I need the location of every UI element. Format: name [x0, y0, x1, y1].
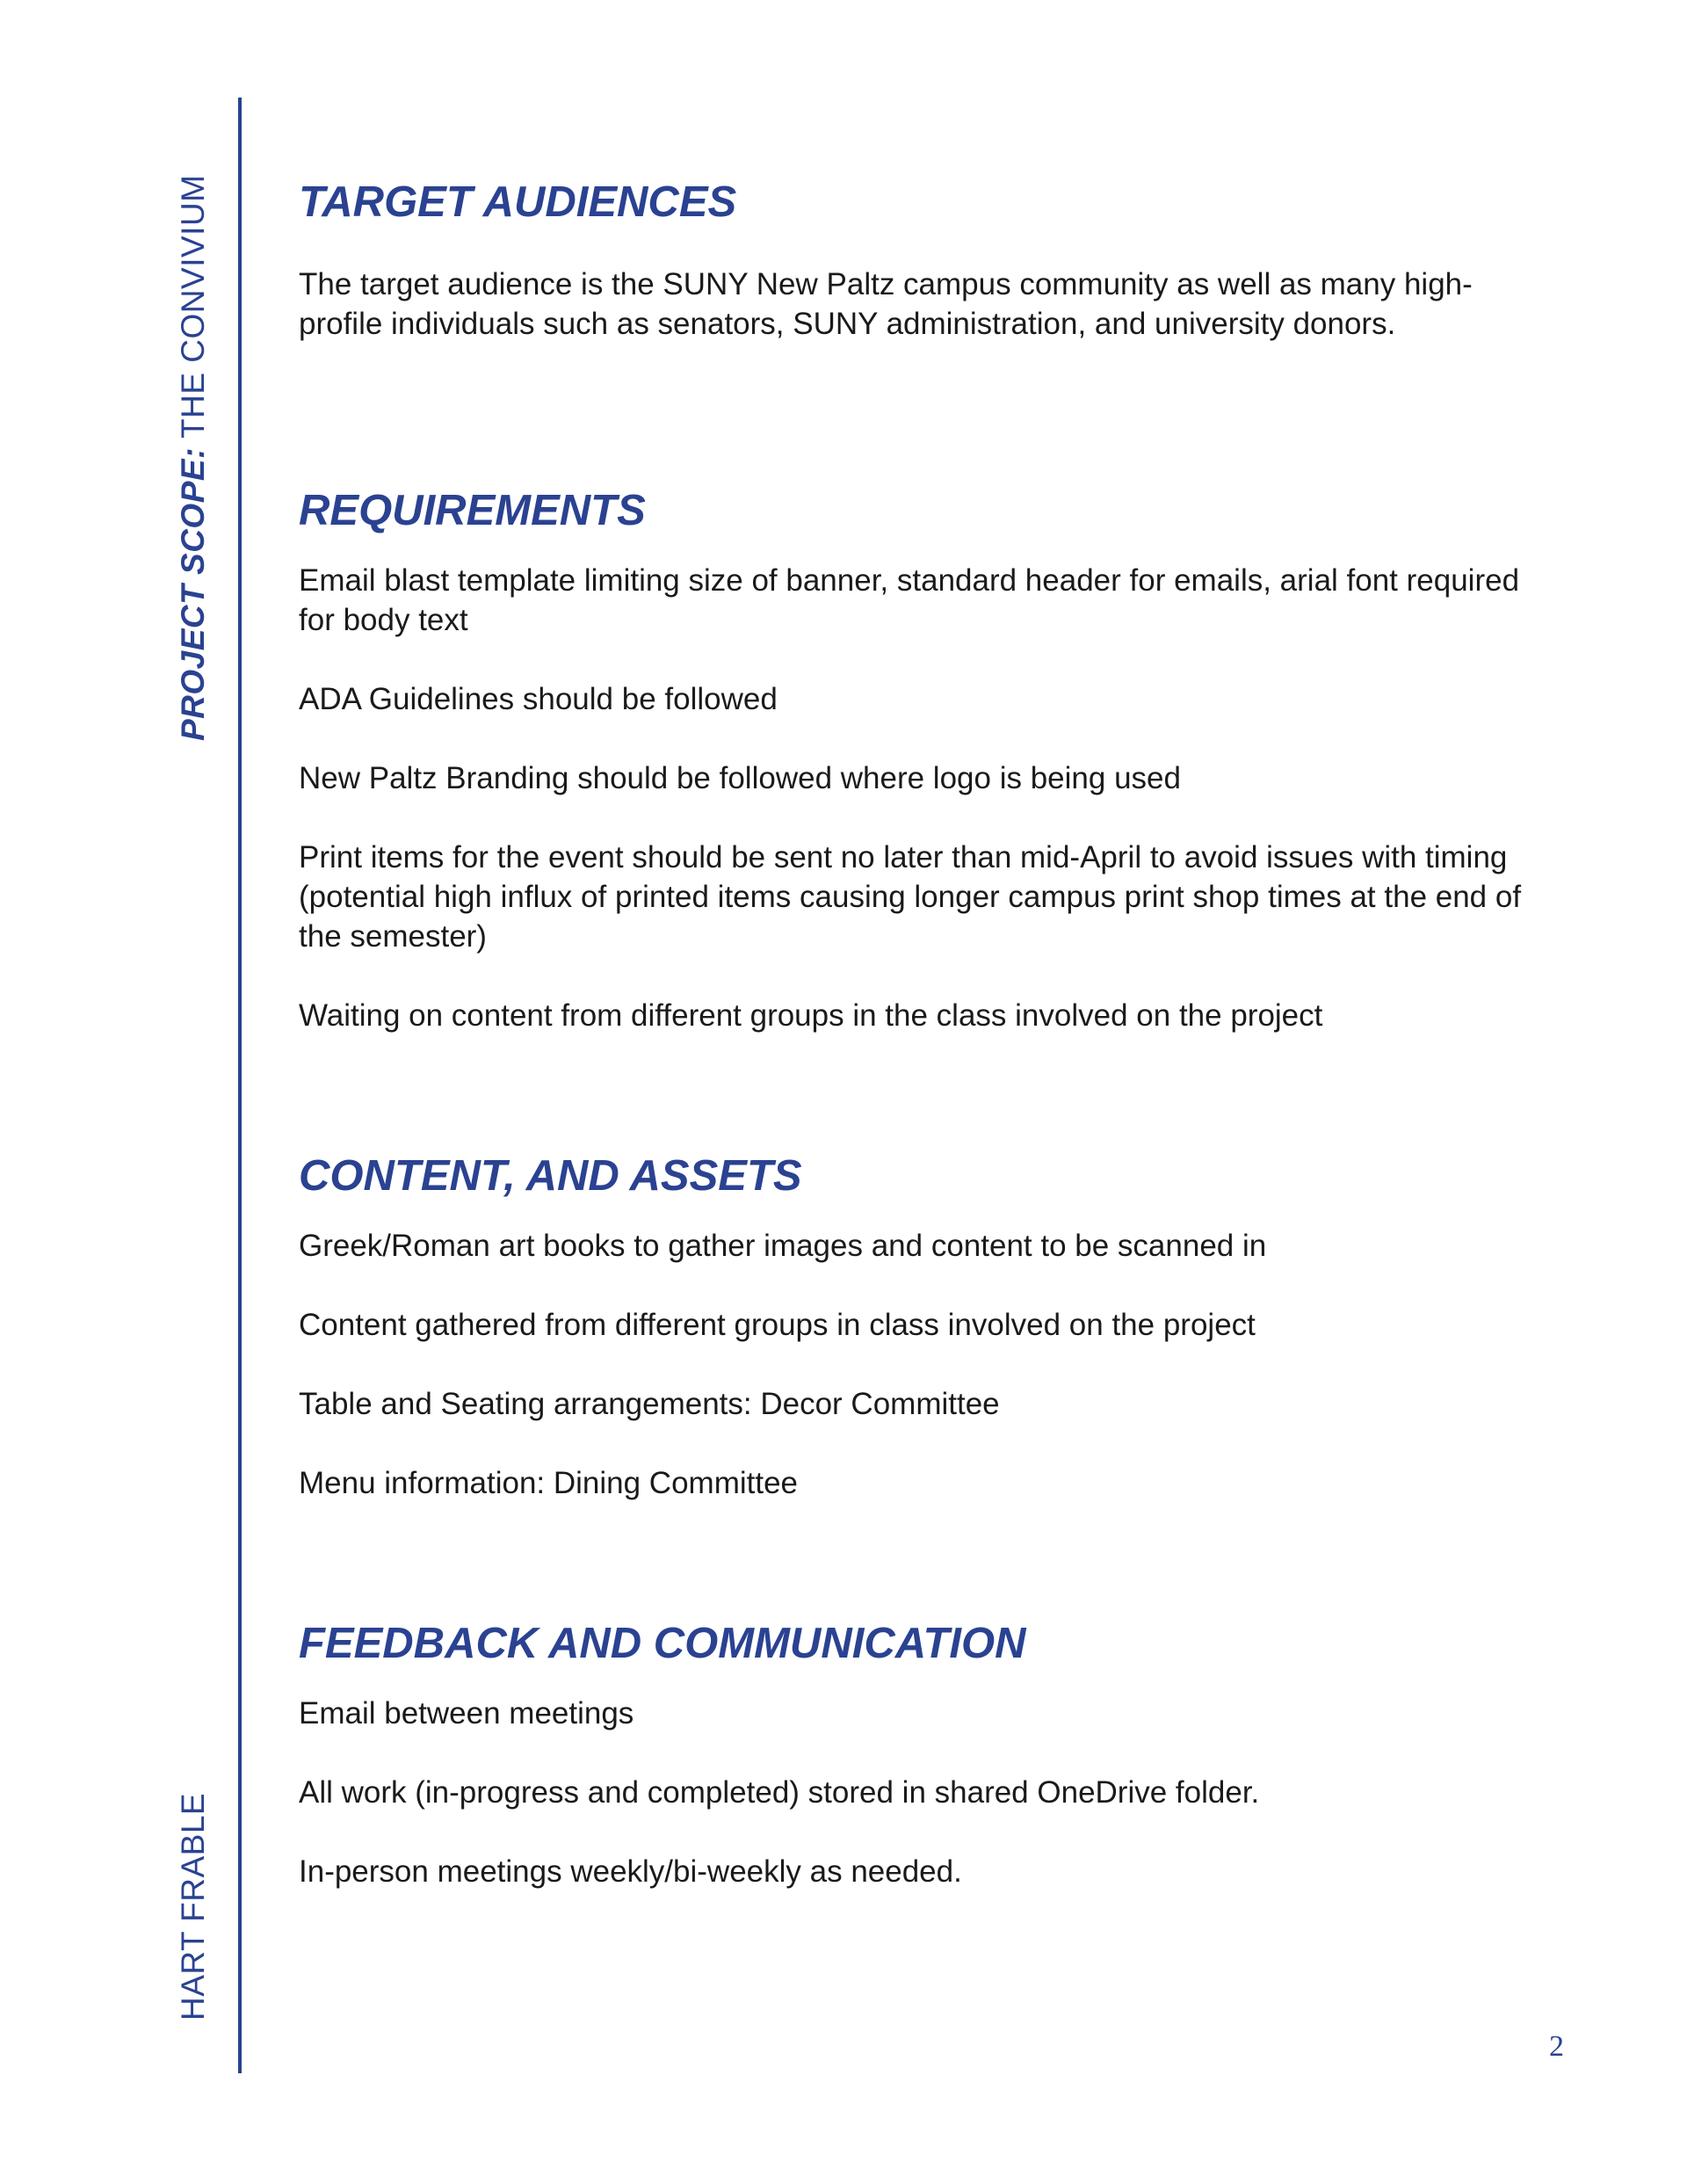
paragraph: New Paltz Branding should be followed where logo is being used	[299, 761, 1181, 795]
section-feedback-communication	[299, 1613, 1529, 1891]
section-requirements	[299, 480, 1529, 1035]
paragraph: Waiting on content from different groups in the class involved on the project	[299, 998, 1323, 1033]
paragraph: Content gathered from different groups in class involved on the project	[299, 1308, 1256, 1342]
project-name: THE CONVIVIUM	[175, 174, 211, 439]
sidebar-divider	[238, 98, 242, 2073]
page-number: 2	[1549, 2030, 1564, 2063]
sidebar-project-title	[175, 175, 212, 742]
paragraph: Email blast template limiting size of banner, standard header for emails, arial font required for body text	[299, 563, 1520, 637]
paragraph: Menu information: Dining Committee	[299, 1466, 799, 1500]
paragraph: The target audience is the SUNY New Paltz campus community as well as many high-profile individuals such as senators, SUNY administration, and university donors.	[299, 267, 1473, 341]
main-content	[299, 171, 1529, 1891]
section-heading: FEEDBACK AND COMMUNICATION	[299, 1620, 1026, 1667]
section-heading: REQUIREMENTS	[299, 487, 646, 534]
section-content-assets	[299, 1145, 1529, 1503]
section-heading: TARGET AUDIENCES	[299, 178, 737, 226]
section-target-audiences	[299, 171, 1529, 344]
scope-label: PROJECT SCOPE:	[175, 447, 211, 741]
paragraph: Greek/Roman art books to gather images and content to be scanned in	[299, 1229, 1267, 1263]
paragraph: ADA Guidelines should be followed	[299, 682, 778, 716]
section-heading: CONTENT, AND ASSETS	[299, 1152, 802, 1200]
sidebar-author: HART FRABLE	[175, 1792, 211, 2021]
paragraph: All work (in-progress and completed) stored in shared OneDrive folder.	[299, 1775, 1260, 1810]
paragraph: Table and Seating arrangements: Decor Committee	[299, 1387, 1000, 1421]
paragraph: Print items for the event should be sent no later than mid-April to avoid issues with timing (potential high influx of printed items causing longer campus print shop times at the end of the semester)	[299, 840, 1522, 954]
paragraph: In-person meetings weekly/bi-weekly as needed.	[299, 1854, 962, 1889]
paragraph: Email between meetings	[299, 1696, 634, 1731]
